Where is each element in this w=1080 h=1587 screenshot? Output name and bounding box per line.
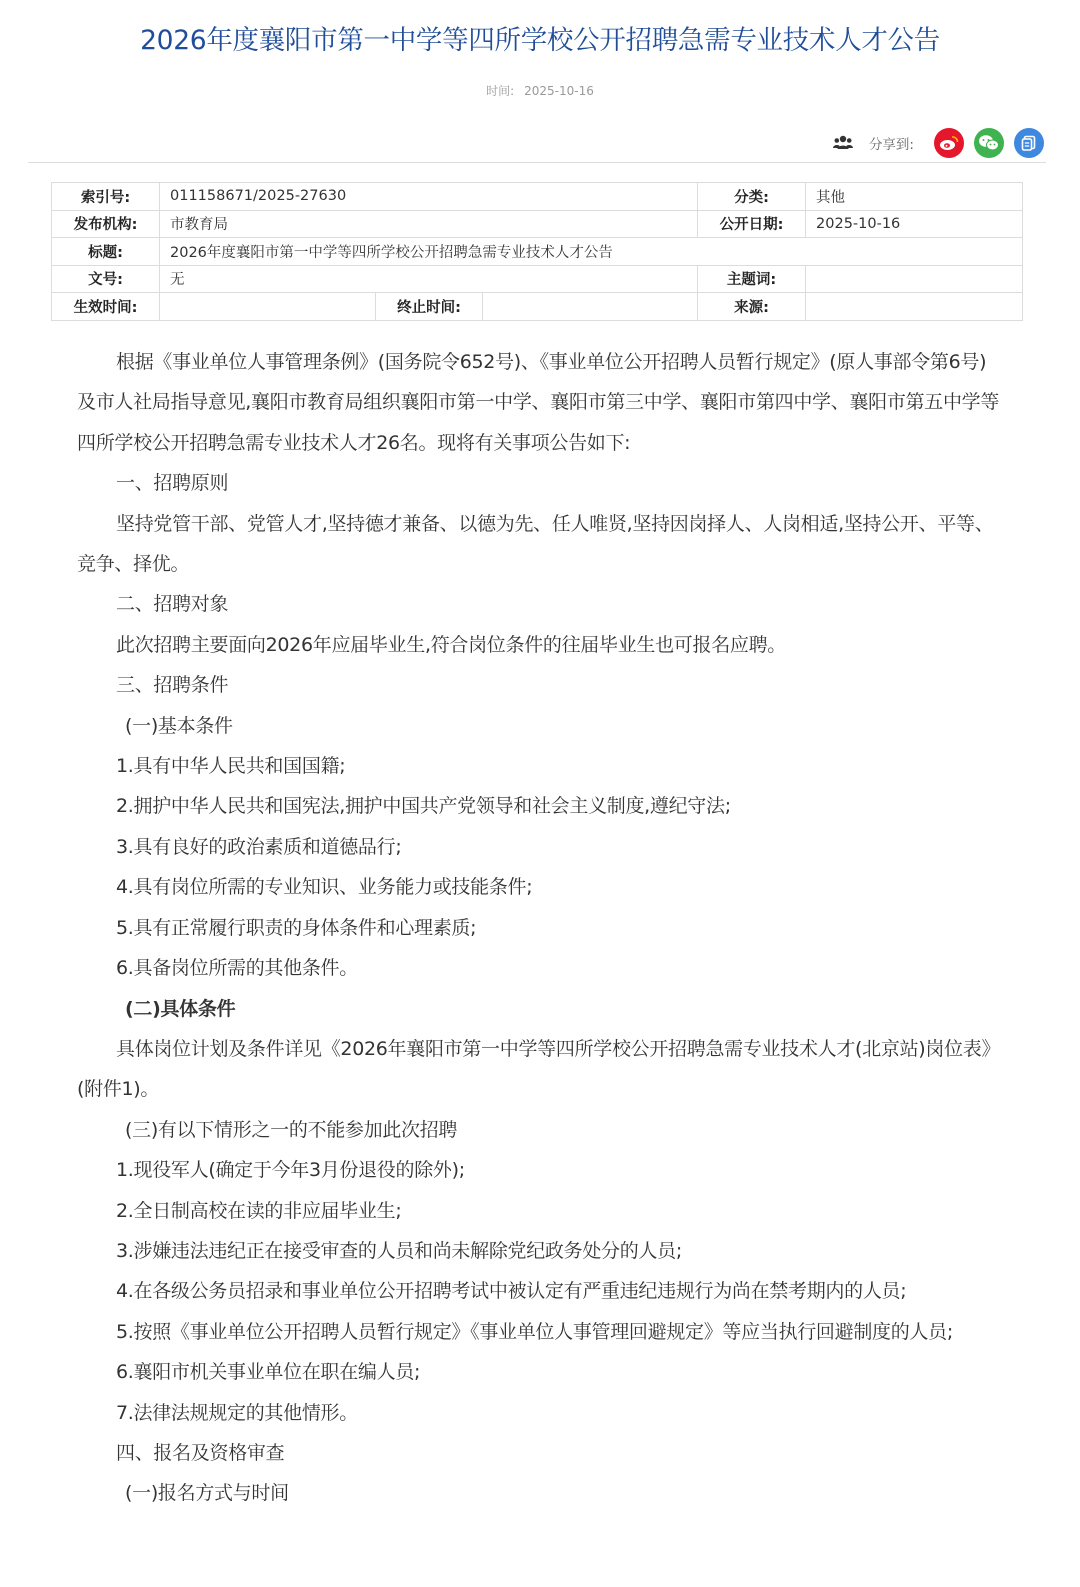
list-item: 5.按照《事业单位公开招聘人员暂行规定》《事业单位人事管理回避规定》等应当执行回避制度的人员; xyxy=(116,1320,953,1343)
publish-time-label: 时间: xyxy=(486,84,515,98)
meta-row-effective xyxy=(52,293,1023,321)
meta-pubdate-value: 2025-10-16 xyxy=(806,210,1023,238)
list-item: 7.法律法规规定的其他情形。 xyxy=(116,1401,358,1424)
section-heading: 二、招聘对象 xyxy=(116,593,229,616)
meta-row-publisher xyxy=(52,210,1023,238)
meta-table xyxy=(51,182,1023,321)
meta-category-value: 其他 xyxy=(806,183,1023,211)
section-heading: 三、招聘条件 xyxy=(116,674,229,697)
meta-subject-label: 主题词: xyxy=(698,265,806,293)
meta-expire-value xyxy=(483,293,698,321)
article-body xyxy=(77,342,1002,1514)
section-heading: 四、报名及资格审查 xyxy=(116,1441,285,1464)
publish-time xyxy=(0,82,1080,99)
meta-row-title xyxy=(52,238,1023,266)
wechat-icon[interactable] xyxy=(974,128,1004,158)
meta-source-label: 来源: xyxy=(698,293,806,321)
list-item: 1.具有中华人民共和国国籍; xyxy=(116,755,346,778)
meta-subject-value xyxy=(806,265,1023,293)
list-item: 3.涉嫌违法违纪正在接受审查的人员和尚未解除党纪政务处分的人员; xyxy=(116,1239,682,1262)
meta-docno-label: 文号: xyxy=(52,265,160,293)
list-item: 5.具有正常履行职责的身体条件和心理素质; xyxy=(116,916,477,939)
list-item: 4.在各级公务员招录和事业单位公开招聘考试中被认定有严重违纪违规行为尚在禁考期内的人员; xyxy=(116,1280,907,1303)
meta-index-value: 011158671/2025-27630 xyxy=(160,183,698,211)
paragraph: 此次招聘主要面向2026年应届毕业生,符合岗位条件的往届毕业生也可报名应聘。 xyxy=(116,633,786,656)
copy-icon[interactable] xyxy=(1014,128,1044,158)
meta-row-docno xyxy=(52,265,1023,293)
meta-expire-label: 终止时间: xyxy=(376,293,483,321)
list-item: 1.现役军人(确定于今年3月份退役的除外); xyxy=(116,1159,465,1182)
list-item: 2.拥护中华人民共和国宪法,拥护中国共产党领导和社会主义制度,遵纪守法; xyxy=(116,795,731,818)
meta-row-index xyxy=(52,183,1023,211)
paragraph: 坚持党管干部、党管人才,坚持德才兼备、以德为先、任人唯贤,坚持因岗择人、人岗相适,坚持公开、平等、竞争、择优。 xyxy=(77,512,994,576)
paragraph: 具体岗位计划及条件详见《2026年襄阳市第一中学等四所学校公开招聘急需专业技术人才(北京站)岗位表》(附件1)。 xyxy=(77,1037,1001,1101)
meta-title-label: 标题: xyxy=(52,238,160,266)
list-item: 6.襄阳市机关事业单位在职在编人员; xyxy=(116,1361,421,1384)
meta-effective-label: 生效时间: xyxy=(52,293,160,321)
meta-title-value: 2026年度襄阳市第一中学等四所学校公开招聘急需专业技术人才公告 xyxy=(160,238,1023,266)
weibo-icon[interactable] xyxy=(934,128,964,158)
meta-publisher-value: 市教育局 xyxy=(160,210,698,238)
subsection-heading: (一)基本条件 xyxy=(125,714,233,737)
share-label: 分享到: xyxy=(868,137,914,153)
meta-index-label: 索引号: xyxy=(52,183,160,211)
list-item: 3.具有良好的政治素质和道德品行; xyxy=(116,835,402,858)
subsection-heading: (三)有以下情形之一的不能参加此次招聘 xyxy=(125,1118,458,1141)
meta-publisher-label: 发布机构: xyxy=(52,210,160,238)
subsection-heading: (一)报名方式与时间 xyxy=(125,1482,289,1505)
header-divider xyxy=(28,162,1046,163)
publish-time-value: 2025-10-16 xyxy=(524,84,594,98)
list-item: 6.具备岗位所需的其他条件。 xyxy=(116,957,358,980)
subsection-heading: (二)具体条件 xyxy=(125,997,236,1020)
list-item: 2.全日制高校在读的非应届毕业生; xyxy=(116,1199,402,1222)
meta-pubdate-label: 公开日期: xyxy=(698,210,806,238)
meta-category-label: 分类: xyxy=(698,183,806,211)
page-title: 2026年度襄阳市第一中学等四所学校公开招聘急需专业技术人才公告 xyxy=(140,25,940,56)
group-icon xyxy=(833,132,855,154)
list-item: 4.具有岗位所需的专业知识、业务能力或技能条件; xyxy=(116,876,533,899)
section-heading: 一、招聘原则 xyxy=(116,472,229,495)
meta-source-value xyxy=(806,293,1023,321)
meta-effective-value xyxy=(160,293,376,321)
paragraph: 根据《事业单位人事管理条例》(国务院令652号)、《事业单位公开招聘人员暂行规定》(原人事部令第6号)及市人社局指导意见,襄阳市教育局组织襄阳市第一中学、襄阳市第三中学、襄阳市第四中学、襄阳市第五中学等四所学校公开招聘急需专业技术人才26名。现将有关事项公告如下: xyxy=(77,351,1000,454)
meta-docno-value: 无 xyxy=(160,265,698,293)
share-bar xyxy=(833,127,1044,159)
